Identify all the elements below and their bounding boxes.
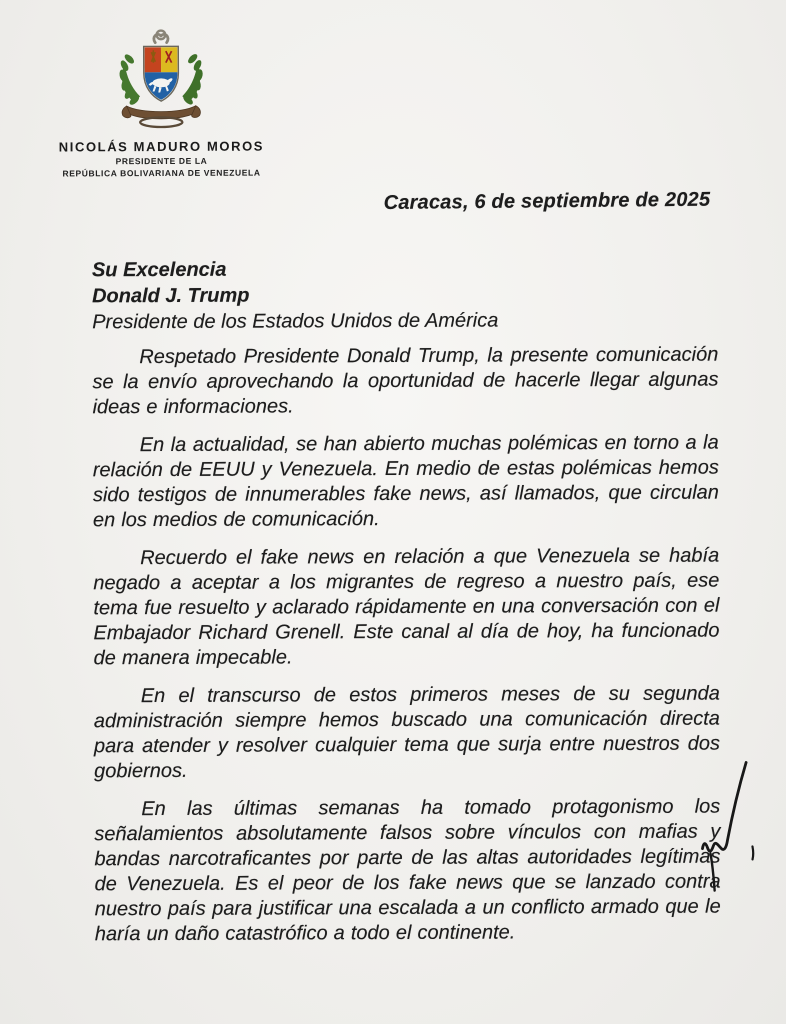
handwritten-ink-scribble-icon	[694, 756, 775, 921]
paragraph-5: En las últimas semanas ha tomado protagonismo los señalamientos absolutamente falsos sobre vínculos con mafias y bandas narcotraficantes por parte de las altas autoridades legítimas de Venezuela. Es el peor de los fake news que se lanzado contra nuestro país para justificar una escalada a un conflicto armado que le haría un daño catastrófico a todo el continente.	[94, 795, 721, 946]
recipient-salutation: Su Excelencia	[91, 258, 227, 282]
letterhead-name: NICOLÁS MADURO MOROS	[58, 138, 265, 155]
paragraph-3: Recuerdo el fake news en relación a que Venezuela se había negado a aceptar a los migrantes de regreso a nuestro país, ese tema fue resuelto y aclarado rápidamente en una conversación con el Embajador Richard Grenell. Este canal al día de hoy, ha funcionado de manera impecable.	[93, 544, 720, 670]
recipient-name: Donald J. Trump	[92, 284, 250, 308]
paragraph-2: En la actualidad, se han abierto muchas polémicas en torno a la relación de EEUU y Venezuela. En medio de estas polémicas hemos sido testigos de innumerables fake news, así llamados, que circulan en los medios de comunicación.	[92, 431, 719, 532]
recipient-block	[92, 255, 718, 336]
letterhead-title-line2: REPÚBLICA BOLIVARIANA DE VENEZUELA	[62, 167, 261, 179]
paragraph-1: Respetado Presidente Donald Trump, la presente comunicación se la envío aprovechando la oportunidad de hacerle llegar algunas ideas e informaciones.	[92, 343, 719, 419]
recipient-title: Presidente de los Estados Unidos de América	[92, 309, 499, 334]
dateline: Caracas, 6 de septiembre de 2025	[383, 188, 711, 215]
paragraph-4: En el transcurso de estos primeros meses de su segunda administración siempre hemos buscado una comunicación directa para atender y resolver cualquier tema que surja entre nuestros dos gobiernos.	[93, 682, 721, 783]
letter-body	[92, 343, 721, 961]
letterhead	[46, 27, 277, 179]
venezuela-coat-of-arms-icon	[113, 27, 209, 131]
letterhead-title-line1: PRESIDENTE DE LA	[115, 155, 208, 167]
